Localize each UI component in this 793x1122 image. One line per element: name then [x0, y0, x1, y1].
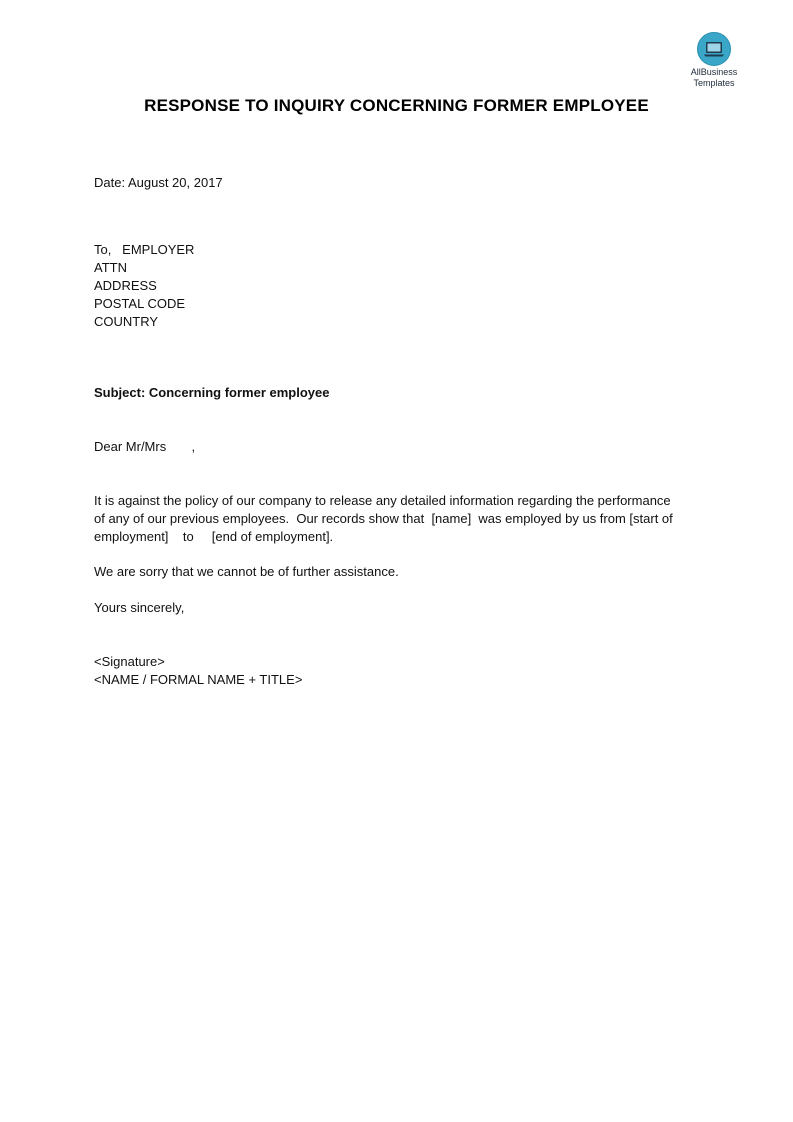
letter-salutation: Dear Mr/Mrs ,	[94, 439, 196, 454]
document-title: RESPONSE TO INQUIRY CONCERNING FORMER EMPLOYEE	[144, 96, 649, 115]
address-attn-line: ATTN	[94, 260, 127, 275]
letter-body-paragraph-2: We are sorry that we cannot be of further assistance.	[94, 564, 399, 579]
body-line-2: of any of our previous employees. Our records show that [name] was employed by us from [start of	[94, 511, 673, 526]
recipient-address	[94, 241, 194, 331]
address-postal-code-line: POSTAL CODE	[94, 296, 186, 311]
letter-date: Date: August 20, 2017	[94, 175, 223, 190]
address-to-line: To, EMPLOYER	[94, 242, 195, 257]
body-line-3: employment] to [end of employment].	[94, 529, 334, 544]
logo-text-line2: Templates	[693, 78, 735, 88]
signature-block	[94, 653, 302, 689]
signature-name-title: <NAME / FORMAL NAME + TITLE>	[94, 672, 303, 687]
address-street-line: ADDRESS	[94, 278, 157, 293]
address-country-line: COUNTRY	[94, 314, 159, 329]
allbusiness-logo	[684, 32, 744, 88]
body-line-1: It is against the policy of our company to release any detailed information regarding the performance	[94, 493, 671, 508]
logo-text-line1: AllBusiness	[690, 67, 738, 77]
letter-body-paragraph-1	[94, 492, 699, 546]
letter-subject: Subject: Concerning former employee	[94, 385, 330, 400]
signature-line: <Signature>	[94, 654, 165, 669]
letter-closing: Yours sincerely,	[94, 600, 185, 615]
laptop-icon	[697, 32, 731, 66]
